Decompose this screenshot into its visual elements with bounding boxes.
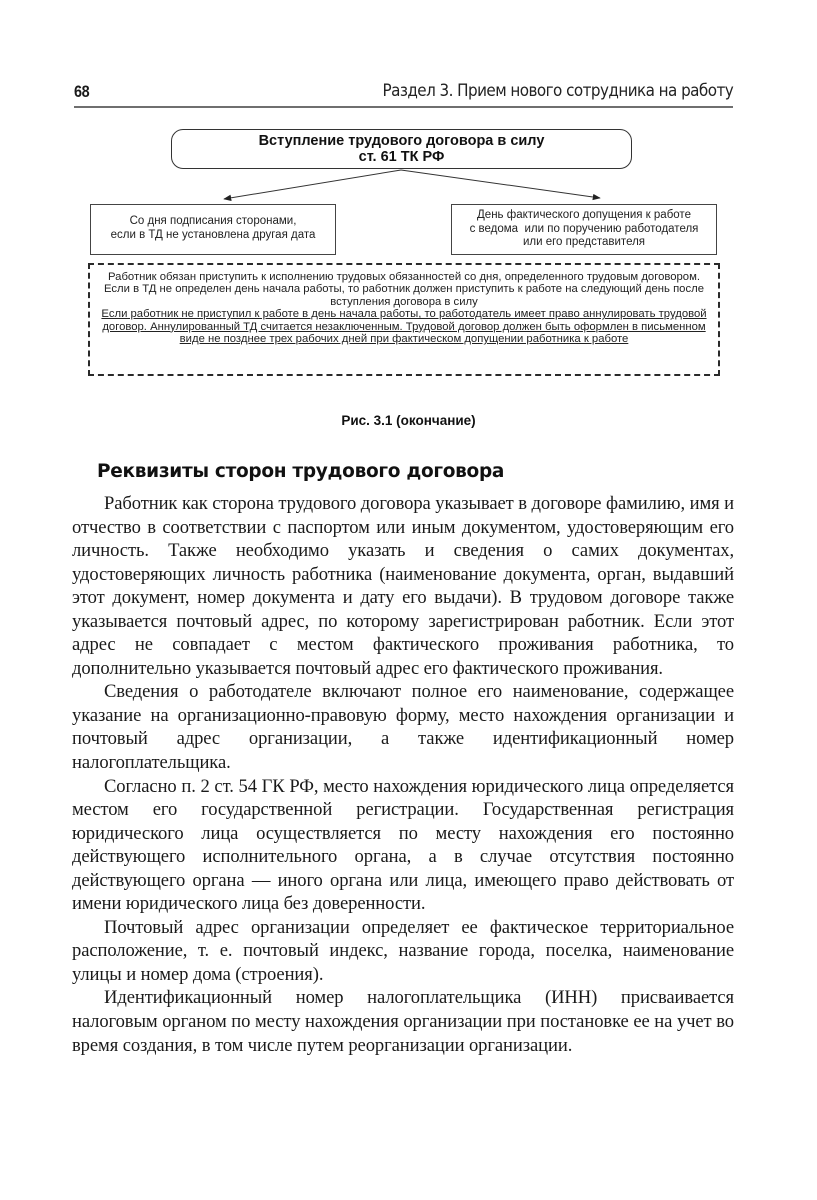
body-paragraph: Согласно п. 2 ст. 54 ГК РФ, место нахождения юридического лица определяется местом его государственной регистрации. Государственная регистрация юридического лица осуществляется по месту нахождения его постоянно действующего исполнительного органа, а в случае отсутствия постоянно действующего органа — иного органа или лица, имеющего право действовать от имени юридического лица без доверенности. — [72, 775, 734, 915]
arrow-right — [401, 170, 600, 198]
diagram-right-box — [451, 204, 717, 255]
section-heading: Реквизиты сторон трудового договора — [97, 461, 505, 482]
body-paragraph: Идентификационный номер налогоплательщика (ИНН) присваивается налоговым органом по месту нахождения организации при постановке ее на учет во время создания, в том числе путем реорганизации организации. — [72, 987, 734, 1056]
right-box-line: с ведома или по поручению работодателя — [469, 222, 699, 235]
page-number: 68 — [74, 82, 90, 101]
diagram-root-box — [171, 129, 632, 169]
body-paragraph: Работник как сторона трудового договора указывает в договоре фамилию, имя и отчество в соответствии с паспортом или иным документом, удостоверяющим его личность. Также необходимо указать и сведения о самих документах, удостоверяющих личность работника (наименование документа, орган, выдавший этот документ, номер документа и дату его выдачи). В трудовом договоре также указывается почтовый адрес, по которому зарегистрирован работник. Если этот адрес не совпадает с местом фактического проживания работника, то дополнительно указывается почтовый адрес его фактического проживания. — [72, 493, 734, 679]
root-box-subtitle: ст. 61 ТК РФ — [358, 149, 445, 165]
right-box-line: День фактического допущения к работе — [477, 209, 691, 221]
left-box-line: Со дня подписания сторонами, — [129, 215, 297, 227]
note-paragraph-1: Работник обязан приступить к исполнению трудовых обязанностей со дня, определенного трудовым договором. Если в ТД не определен день начала работы, то работник должен приступить к работе на следующий день после вступления договора в силу — [103, 271, 704, 308]
body-paragraph: Сведения о работодателе включают полное его наименование, содержащее указание на организационно-правовую форму, место нахождения организации и почтовый адрес организации, а также идентификационный номер налогоплательщика. — [72, 681, 734, 774]
diagram-left-box — [90, 204, 336, 255]
note-paragraph-2: Если работник не приступил к работе в день начала работы, то работодатель имеет право аннулировать трудовой договор. Аннулированный ТД считается незаключенным. Трудовой договор должен быть оформлен в письменном виде не позднее трех рабочих дней при фактическом допущении работника к работе — [101, 308, 707, 346]
diagram-note-box — [88, 263, 720, 376]
page-header — [74, 80, 733, 108]
running-title: Раздел 3. Прием нового сотрудника на работу — [382, 81, 733, 100]
figure-caption: Рис. 3.1 (окончание) — [341, 413, 476, 428]
body-text — [72, 492, 734, 1057]
body-paragraph: Почтовый адрес организации определяет ее фактическое территориальное расположение, т. е. почтовый индекс, название города, поселка, наименование улицы и номер дома (строения). — [72, 916, 734, 985]
left-box-line: если в ТД не установлена другая дата — [110, 228, 316, 241]
arrow-left — [224, 170, 401, 199]
root-box-title: Вступление трудового договора в силу — [258, 133, 545, 149]
right-box-line: или его представителя — [522, 236, 646, 248]
